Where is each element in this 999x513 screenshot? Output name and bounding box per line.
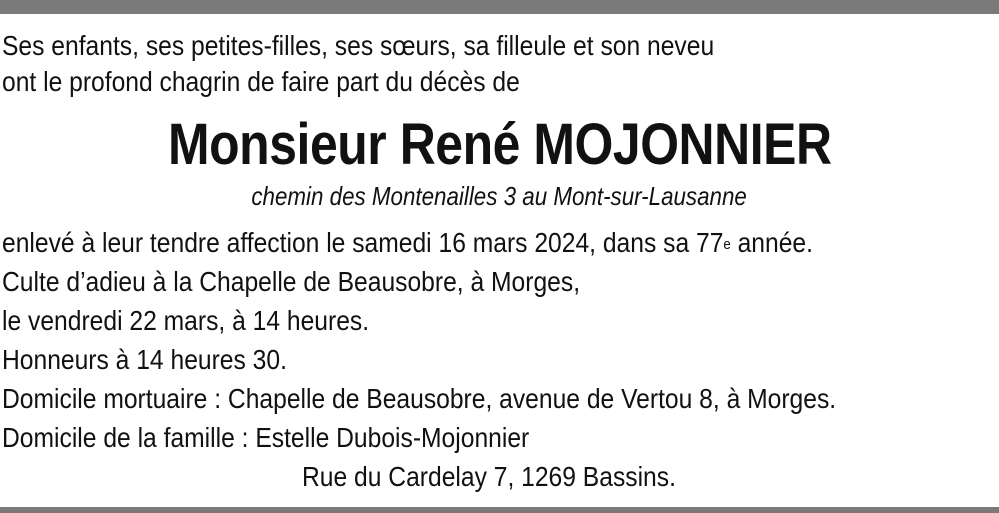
- honours-line: Honneurs à 14 heures 30.: [2, 344, 287, 375]
- service-line-1: Culte d’adieu à la Chapelle de Beausobre, à Morges,: [2, 266, 581, 297]
- family-line-2: Rue du Cardelay 7, 1269 Bassins.: [302, 461, 676, 492]
- death-announcement: [2, 225, 813, 261]
- bottom-rule: [0, 507, 999, 513]
- deceased-name-text: Monsieur René MOJONNIER: [167, 112, 832, 177]
- deceased-address-text: chemin des Montenailles 3 au Mont-sur-Lausanne: [251, 181, 748, 211]
- service-line-2: le vendredi 22 mars, à 14 heures.: [2, 305, 370, 336]
- deceased-name: [0, 110, 999, 180]
- death-announcement-end: année.: [730, 227, 813, 258]
- intro-line-1: Ses enfants, ses petites-filles, ses sœurs, sa filleule et son neveu: [2, 30, 715, 61]
- death-announcement-text: enlevé à leur tendre affection le samedi 16 mars 2024, dans sa 77: [2, 227, 724, 258]
- mortuary-line: Domicile mortuaire : Chapelle de Beausobre, avenue de Vertou 8, à Morges.: [2, 383, 837, 414]
- intro-line-2: ont le profond chagrin de faire part du décès de: [2, 66, 520, 97]
- top-rule: [0, 0, 999, 14]
- deceased-address: [0, 180, 999, 212]
- ordinal-superscript: e: [723, 236, 731, 253]
- family-line-1: Domicile de la famille : Estelle Dubois-Mojonnier: [2, 422, 530, 453]
